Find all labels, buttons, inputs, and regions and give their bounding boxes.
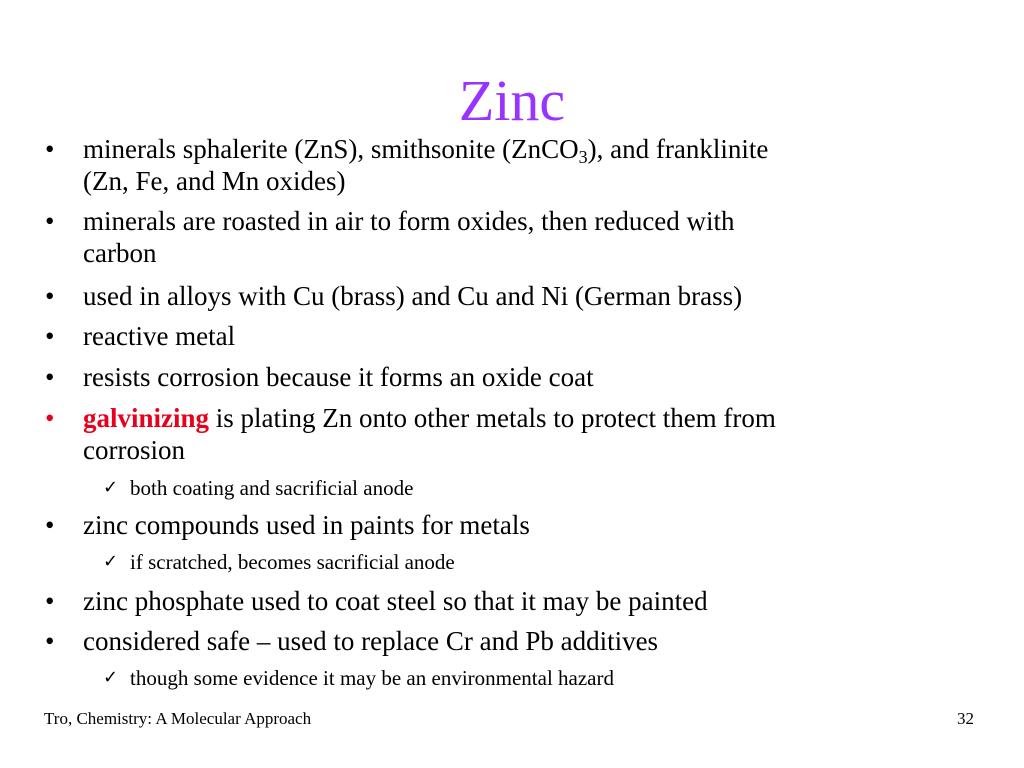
bullet-text-rest: is plating Zn onto other metals to protect them from <box>209 403 776 433</box>
bullet-text: zinc compounds used in paints for metals <box>83 510 530 540</box>
bullet-item-minerals <box>45 133 983 197</box>
bullet-icon: • <box>45 586 55 616</box>
bullet-line: carbon <box>83 238 157 268</box>
bullet-icon: • <box>45 281 55 311</box>
footer-source: Tro, Chemistry: A Molecular Approach <box>44 709 312 728</box>
bullet-line <box>83 402 983 434</box>
bullet-line: (Zn, Fe, and Mn oxides) <box>83 166 346 196</box>
bullet-text-pre: minerals sphalerite (ZnS), smithsonite (ZnCO <box>83 134 579 164</box>
sub-item-text: though some evidence it may be an environmental hazard <box>130 666 614 690</box>
bullet-item-roasted <box>45 205 983 269</box>
bullet-item-alloys <box>45 280 983 312</box>
bullet-text: used in alloys with Cu (brass) and Cu and Ni (German brass) <box>83 281 743 311</box>
sub-item-hazard <box>103 665 990 691</box>
check-icon: ✓ <box>103 551 119 572</box>
bullet-item-galvanizing <box>45 402 983 466</box>
bullet-item-reactive <box>45 320 983 352</box>
bullet-icon: • <box>45 362 55 392</box>
bullet-text: resists corrosion because it forms an oxide coat <box>83 362 594 392</box>
bullet-line <box>83 133 983 165</box>
check-icon: ✓ <box>103 477 119 498</box>
bullet-item-phosphate <box>45 585 983 617</box>
sub-item-coating <box>103 475 990 501</box>
sub-item-text: both coating and sacrificial anode <box>130 476 414 500</box>
bullet-line: corrosion <box>83 435 185 465</box>
bullet-item-safe <box>45 625 983 657</box>
bullet-icon: • <box>45 403 55 433</box>
bullet-text-post: ), and franklinite <box>587 134 769 164</box>
bullet-icon: • <box>45 206 55 236</box>
bullet-item-paints <box>45 509 983 541</box>
subscript: 3 <box>578 147 588 167</box>
bullet-item-corrosion <box>45 361 983 393</box>
highlight-term: galvinizing <box>83 403 210 433</box>
sub-item-scratched <box>103 549 990 575</box>
bullet-icon: • <box>45 510 55 540</box>
page-number: 32 <box>957 709 974 728</box>
bullet-icon: • <box>45 626 55 656</box>
bullet-icon: • <box>45 134 55 164</box>
check-icon: ✓ <box>103 667 119 688</box>
slide-title: Zinc <box>458 68 566 133</box>
bullet-text: zinc phosphate used to coat steel so that it may be painted <box>83 586 708 616</box>
sub-item-text: if scratched, becomes sacrificial anode <box>130 550 455 574</box>
bullet-text: reactive metal <box>83 321 236 351</box>
bullet-icon: • <box>45 321 55 351</box>
bullet-line: minerals are roasted in air to form oxides, then reduced with <box>83 206 735 236</box>
bullet-text: considered safe – used to replace Cr and Pb additives <box>83 626 659 656</box>
